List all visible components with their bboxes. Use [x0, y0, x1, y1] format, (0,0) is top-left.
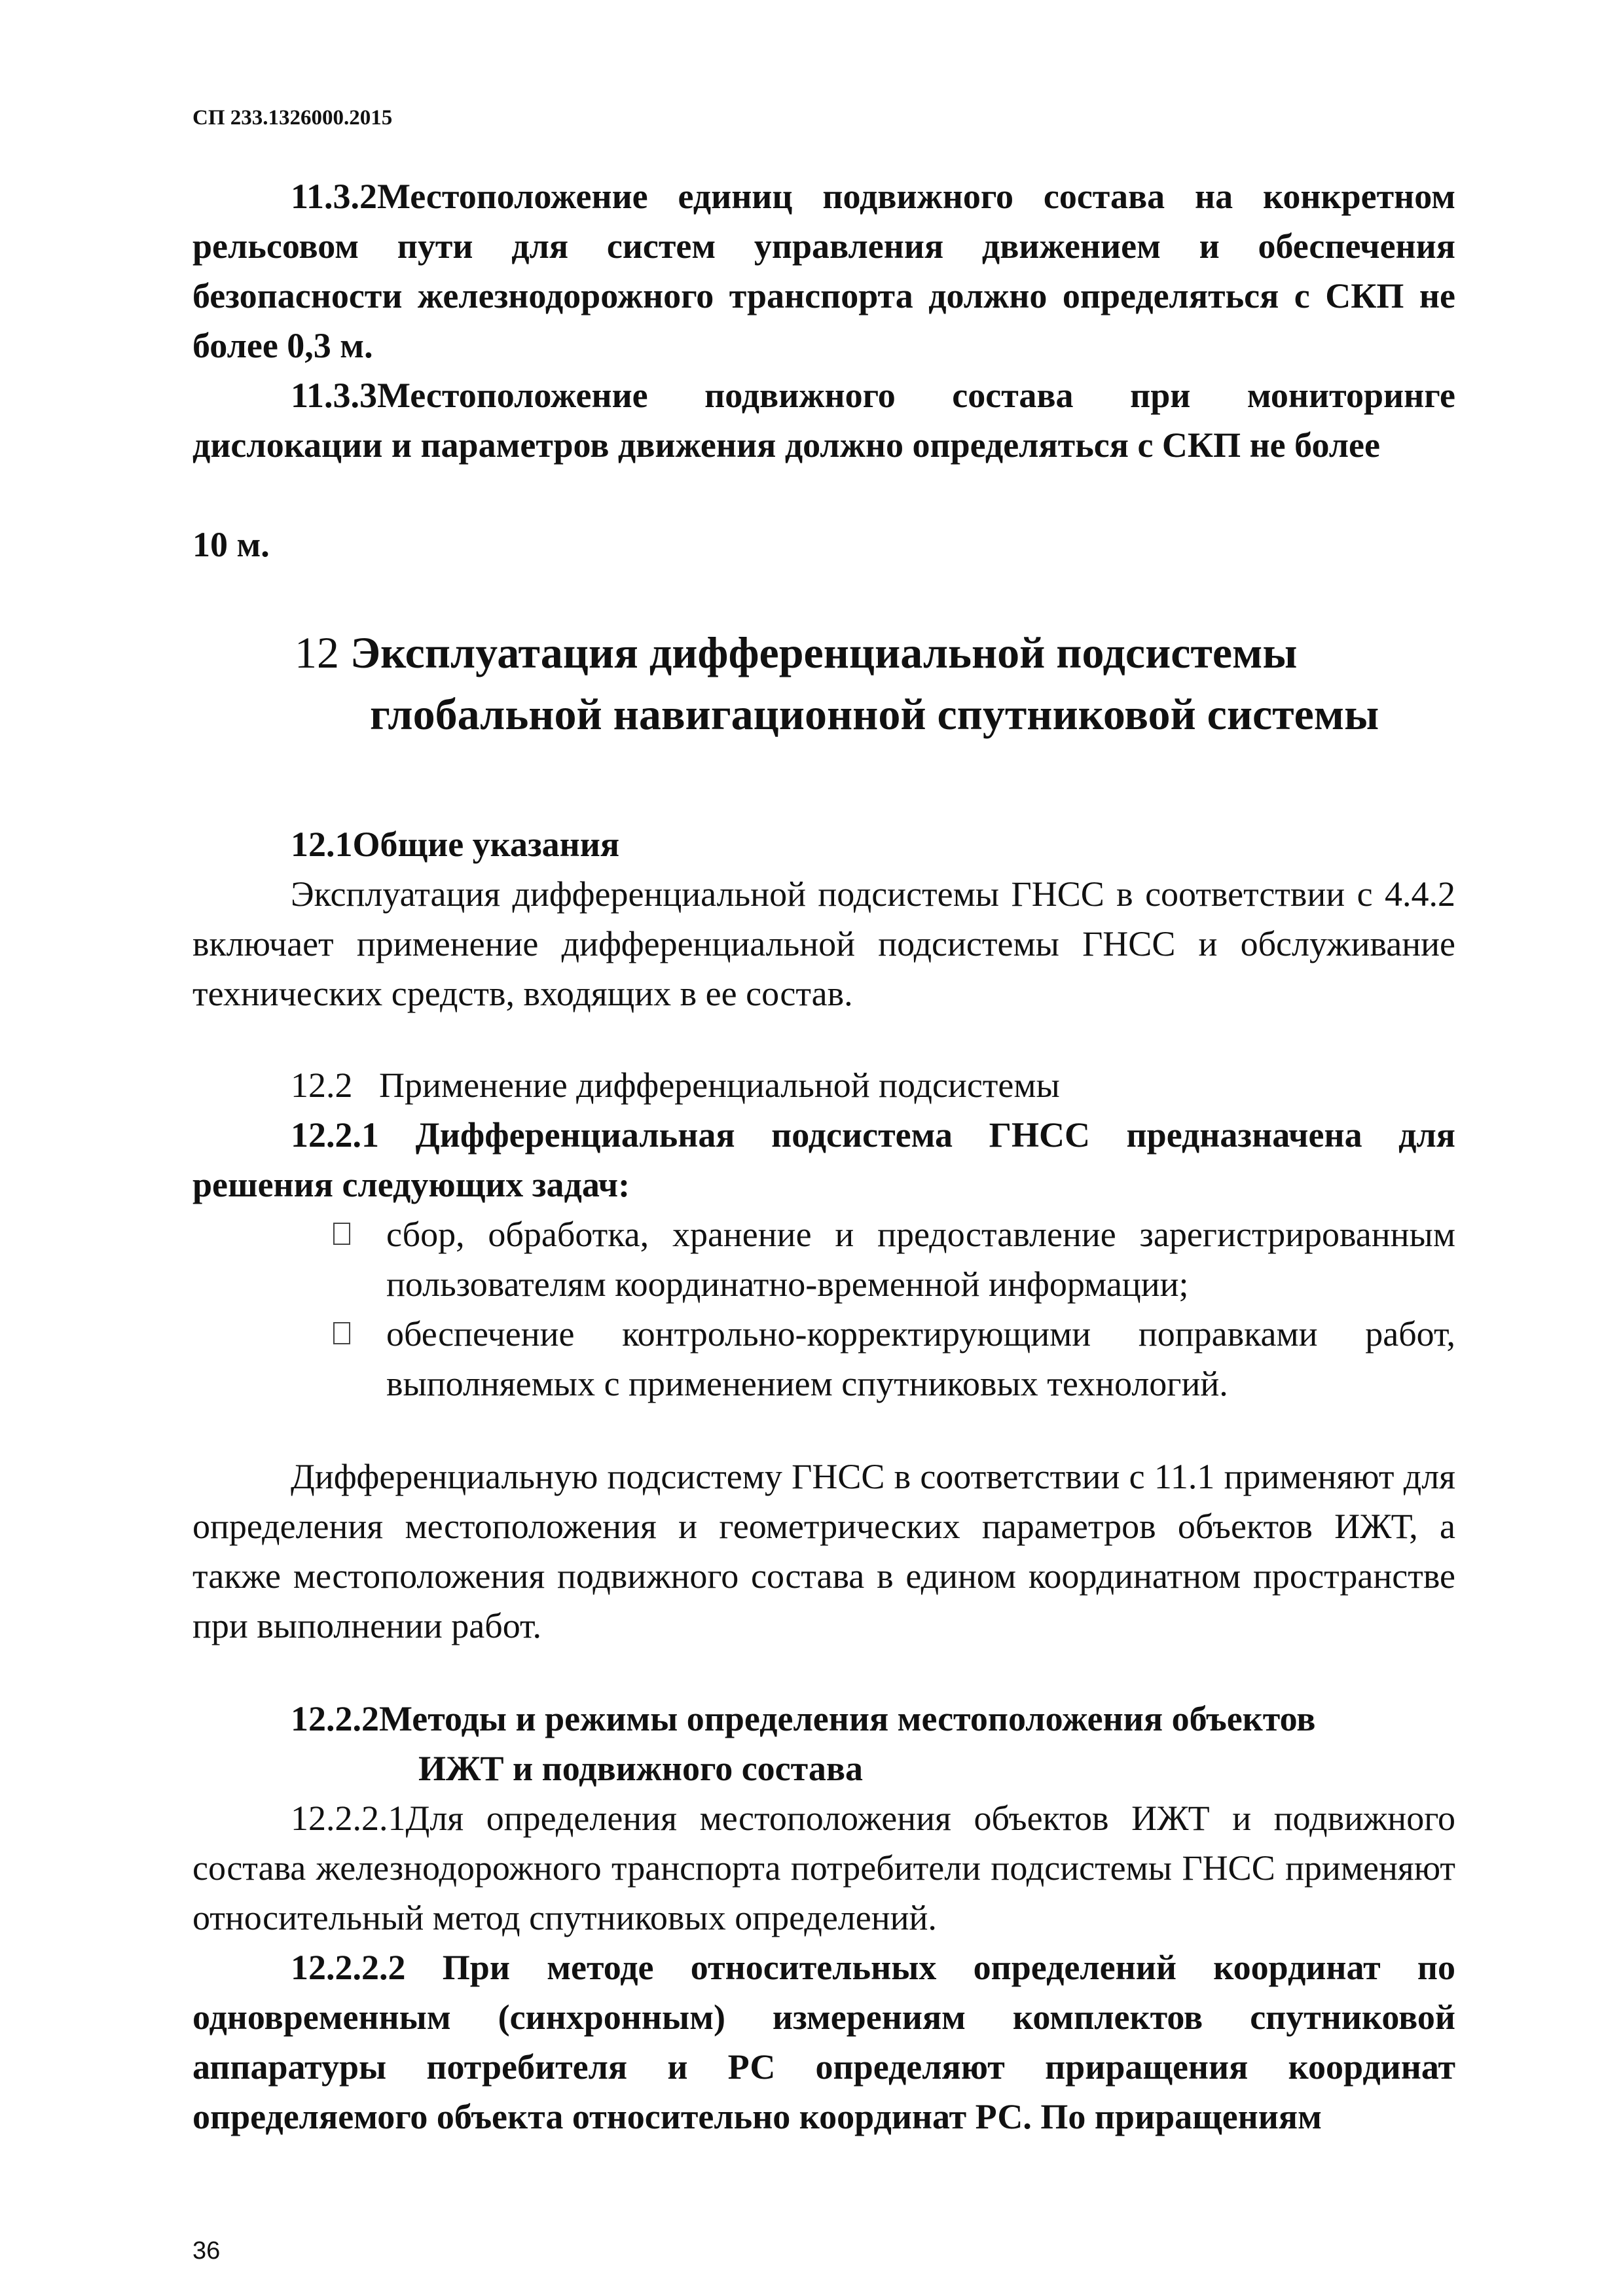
paragraph-number: 11.3.3 — [291, 376, 378, 415]
list-item-text: сбор, обработка, хранение и предоставление зарегистрированным пользователям координатно-временной информации; — [386, 1215, 1455, 1304]
heading-number: 12.2.2 — [291, 1699, 379, 1738]
paragraph-12-2-2-2 — [192, 1943, 1455, 2142]
paragraph-11-3-3-tail: 10 м. — [192, 525, 270, 564]
paragraph-text: При методе относительных определений координат по одновременным (синхронным) измерениям комплектов спутниковой аппаратуры потребителя и РС определяют приращения координат определяемого объекта относительно координат РС. По приращениям — [192, 1948, 1455, 2136]
heading-text: Общие указания — [352, 825, 620, 864]
section-12-title — [295, 622, 1408, 745]
bullet-box-icon — [333, 1223, 350, 1245]
paragraph-12-2-1 — [192, 1110, 1455, 1210]
paragraph-11-3-3 — [192, 370, 1455, 470]
paragraph-12-2-2-1 — [192, 1793, 1455, 1943]
heading-number: 12.1 — [291, 825, 353, 864]
heading-12-2-2 — [192, 1694, 1455, 1744]
paragraph-number: 11.3.2 — [291, 177, 378, 216]
paragraph-number: 12.2.2.2 — [291, 1948, 406, 1987]
section-title-line2: глобальной навигационной спутниковой системы — [370, 689, 1379, 739]
list-item — [192, 1309, 1455, 1408]
paragraph-text: Дифференциальная подсистема ГНСС предназначена для решения следующих задач: — [192, 1115, 1456, 1204]
heading-text-line1: Методы и режимы определения местоположения объектов — [379, 1699, 1316, 1738]
paragraph-text: Для определения местоположения объектов ИЖТ и подвижного состава железнодорожного транспорта потребители подсистемы ГНСС применяют относительный метод спутниковых определений. — [192, 1799, 1455, 1937]
bullet-box-icon — [333, 1322, 350, 1344]
section-title-line1: Эксплуатация дифференциальной подсистемы — [350, 628, 1298, 677]
paragraph-text: Местоположение единиц подвижного состава на конкретном рельсовом пути для систем управления движением и обеспечения безопасности железнодорожного транспорта должно определяться с СКП не более 0,3 м. — [192, 177, 1455, 365]
page-number: 36 — [192, 2237, 221, 2265]
paragraph-12-2-application: Дифференциальную подсистему ГНСС в соответствии с 11.1 применяют для определения местоположения и геометрических параметров объектов ИЖТ, а также местоположения подвижного состава в едином координатном пространстве при выполнении работ. — [192, 1457, 1455, 1645]
paragraph-11-3-2 — [192, 171, 1455, 370]
task-list — [192, 1210, 1455, 1408]
heading-12-2 — [192, 1060, 1455, 1110]
heading-12-1 — [192, 819, 1455, 869]
heading-text: Применение дифференциальной подсистемы — [379, 1066, 1060, 1105]
list-item — [192, 1210, 1455, 1309]
list-item-text: обеспечение контрольно-корректирующими поправками работ, выполняемых с применением спутниковых технологий. — [386, 1314, 1455, 1403]
section-number: 12 — [295, 628, 339, 677]
paragraph-number: 12.2.1 — [291, 1115, 379, 1155]
heading-12-2-2-line2: ИЖТ и подвижного состава — [418, 1749, 863, 1788]
paragraph-number: 12.2.2.1 — [291, 1799, 406, 1838]
paragraph-12-1-body: Эксплуатация дифференциальной подсистемы ГНСС в соответствии с 4.4.2 включает применение дифференциальной подсистемы ГНСС и обслуживание технических средств, входящих в ее состав. — [192, 874, 1455, 1013]
heading-number: 12.2 — [291, 1066, 353, 1105]
document-code-header: СП 233.1326000.2015 — [192, 106, 393, 130]
paragraph-text: Местоположение подвижного состава при мониторинге дислокации и параметров движения должно определяться с СКП не более — [192, 376, 1455, 465]
